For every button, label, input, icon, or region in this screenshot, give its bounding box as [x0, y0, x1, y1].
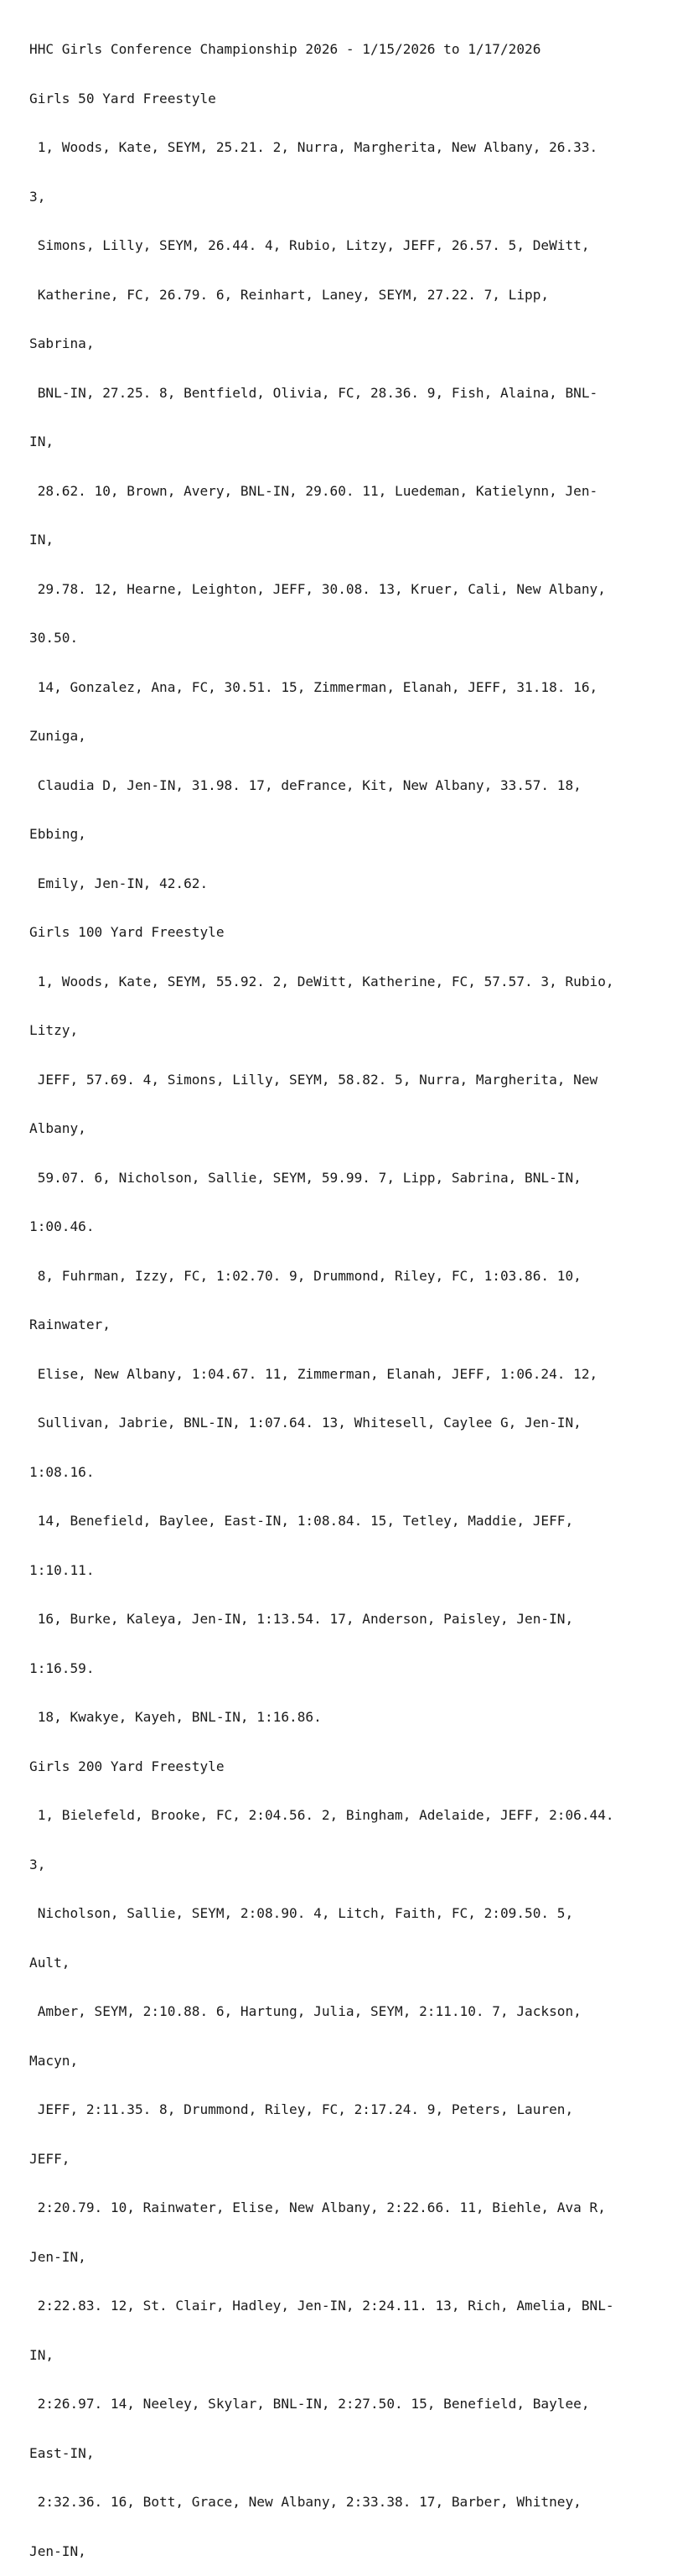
results-line: 28.62. 10, Brown, Avery, BNL-IN, 29.60. 11, Luedeman, Katielynn, Jen- [29, 482, 598, 499]
results-line: IN, [29, 2346, 54, 2363]
results-line: IN, [29, 434, 54, 449]
results-line: Simons, Lilly, SEYM, 26.44. 4, Rubio, Litzy, JEFF, 26.57. 5, DeWitt, [29, 237, 590, 253]
results-line: 29.78. 12, Hearne, Leighton, JEFF, 30.08. 13, Kruer, Cali, New Albany, [29, 580, 606, 597]
results-line: IN, [29, 532, 54, 548]
event-heading-100-free: Girls 100 Yard Freestyle [29, 924, 225, 940]
results-line: 59.07. 6, Nicholson, Sallie, SEYM, 59.99. 7, Lipp, Sabrina, BNL-IN, [29, 1169, 582, 1186]
results-line: Ault, [29, 1954, 70, 1971]
results-line: BNL-IN, 27.25. 8, Bentfield, Olivia, FC, 28.36. 9, Fish, Alaina, BNL- [29, 384, 598, 401]
results-line: Elise, New Albany, 1:04.67. 11, Zimmerman, Elanah, JEFF, 1:06.24. 12, [29, 1365, 598, 1382]
results-line: 14, Benefield, Baylee, East-IN, 1:08.84. 15, Tetley, Maddie, JEFF, [29, 1513, 574, 1529]
results-line: 3, [29, 188, 46, 205]
results-line: East-IN, [29, 2444, 95, 2461]
results-line: 18, Kwakye, Kayeh, BNL-IN, 1:16.86. [29, 1709, 322, 1725]
event-heading-50-free: Girls 50 Yard Freestyle [29, 90, 216, 106]
results-line: JEFF, 57.69. 4, Simons, Lilly, SEYM, 58.82. 5, Nurra, Margherita, New [29, 1071, 598, 1088]
results-line: Jen-IN, [29, 2542, 86, 2559]
results-line: 2:26.97. 14, Neeley, Skylar, BNL-IN, 2:27.50. 15, Benefield, Baylee, [29, 2396, 590, 2412]
results-line: Claudia D, Jen-IN, 31.98. 17, deFrance, Kit, New Albany, 33.57. 18, [29, 776, 582, 793]
results-line: 2:32.36. 16, Bott, Grace, New Albany, 2:33.38. 17, Barber, Whitney, [29, 2494, 582, 2510]
results-line: Sabrina, [29, 335, 95, 351]
results-line: 2:20.79. 10, Rainwater, Elise, New Albany, 2:22.66. 11, Biehle, Ava R, [29, 2199, 606, 2215]
results-line: Amber, SEYM, 2:10.88. 6, Hartung, Julia, SEYM, 2:11.10. 7, Jackson, [29, 2003, 582, 2019]
results-line: 1, Bielefeld, Brooke, FC, 2:04.56. 2, Bingham, Adelaide, JEFF, 2:06.44. [29, 1807, 614, 1823]
results-line: 30.50. [29, 630, 79, 646]
results-line: 14, Gonzalez, Ana, FC, 30.51. 15, Zimmerman, Elanah, JEFF, 31.18. 16, [29, 678, 598, 695]
results-line: Litzy, [29, 1022, 79, 1038]
results-line: 8, Fuhrman, Izzy, FC, 1:02.70. 9, Drummond, Riley, FC, 1:03.86. 10, [29, 1267, 582, 1284]
results-line: Rainwater, [29, 1317, 111, 1332]
results-line: 1:00.46. [29, 1218, 95, 1234]
results-line: JEFF, 2:11.35. 8, Drummond, Riley, FC, 2:17.24. 9, Peters, Lauren, [29, 2101, 574, 2117]
event-heading-200-free: Girls 200 Yard Freestyle [29, 1758, 225, 1774]
results-line: 2:22.83. 12, St. Clair, Hadley, Jen-IN, 2:24.11. 13, Rich, Amelia, BNL- [29, 2298, 614, 2314]
document-title: HHC Girls Conference Championship 2026 - 1/15/2026 to 1/17/2026 [29, 41, 541, 57]
results-document [29, 8, 683, 2576]
results-line: JEFF, [29, 2150, 70, 2167]
results-line: 3, [29, 1856, 46, 1872]
results-line: Albany, [29, 1120, 86, 1136]
results-line: Ebbing, [29, 826, 86, 842]
results-line: 1, Woods, Kate, SEYM, 25.21. 2, Nurra, Margherita, New Albany, 26.33. [29, 139, 598, 155]
results-line: Katherine, FC, 26.79. 6, Reinhart, Laney, SEYM, 27.22. 7, Lipp, [29, 286, 550, 303]
results-line: Jen-IN, [29, 2248, 86, 2265]
results-line: 1:16.59. [29, 1659, 95, 1676]
results-line: Sullivan, Jabrie, BNL-IN, 1:07.64. 13, Whitesell, Caylee G, Jen-IN, [29, 1415, 582, 1431]
results-line: 1:10.11. [29, 1561, 95, 1578]
results-line: Macyn, [29, 2052, 79, 2069]
results-line: 16, Burke, Kaleya, Jen-IN, 1:13.54. 17, Anderson, Paisley, Jen-IN, [29, 1611, 574, 1627]
results-line: Nicholson, Sallie, SEYM, 2:08.90. 4, Litch, Faith, FC, 2:09.50. 5, [29, 1905, 574, 1921]
results-line: Emily, Jen-IN, 42.62. [29, 875, 209, 891]
results-line: Zuniga, [29, 728, 86, 744]
results-line: 1, Woods, Kate, SEYM, 55.92. 2, DeWitt, Katherine, FC, 57.57. 3, Rubio, [29, 973, 614, 989]
results-line: 1:08.16. [29, 1463, 95, 1480]
